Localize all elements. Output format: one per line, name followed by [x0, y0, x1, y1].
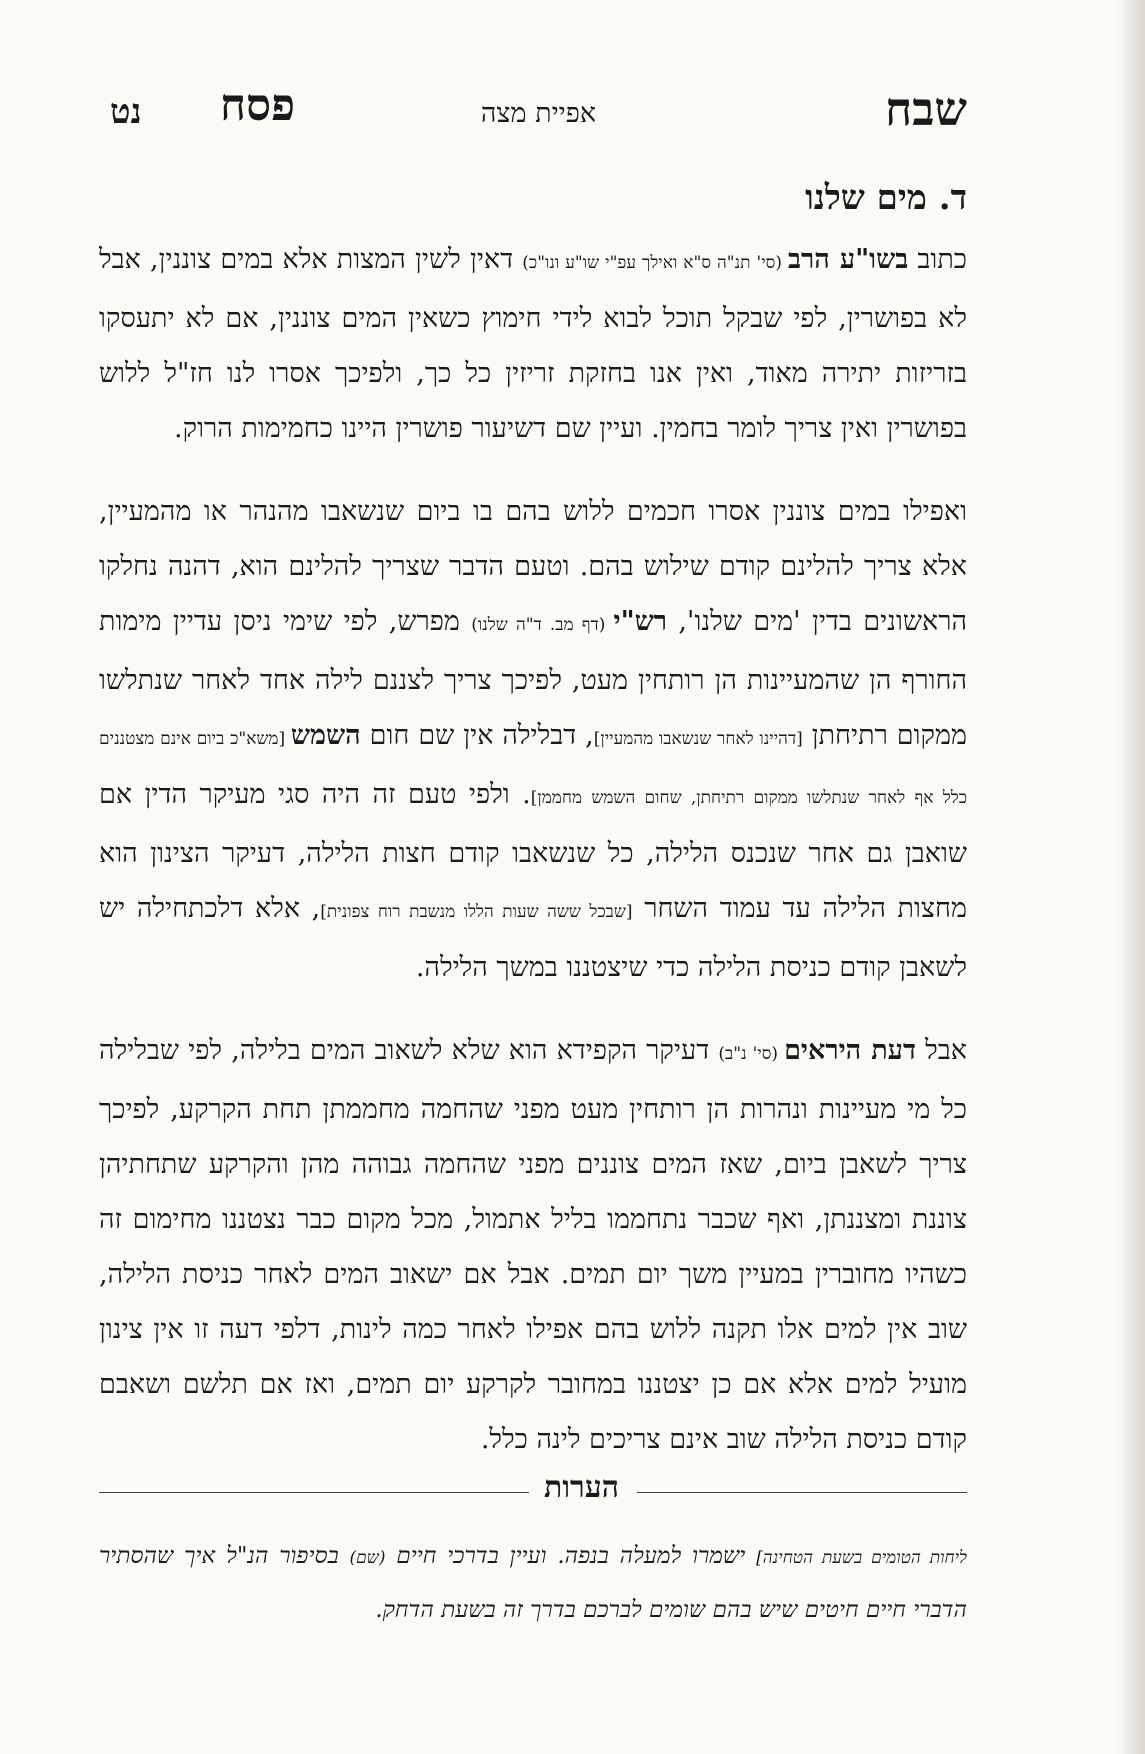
- text-run: בסיפור הנ"ל איך שהסתיר הדברי חיים חיטים שיש בהם שומים לברכם בדרך זה בשעת הדחק.: [99, 1543, 967, 1623]
- source-citation: [שבכל ששה שעות הללו מנשבת רוח צפונית]: [320, 902, 633, 922]
- notes-separator: [99, 1470, 967, 1510]
- text-run: ואפילו במים צוננין אסרו חכמים ללוש בהם בו ביום שנשאבו מהנהר או מהמעיין, אלא צריך להלינם קודם שילוש בהם. וטעם הדבר שצריך להלינם הוא, דהנה נחלקו הראשונים בדין 'מים שלנו',: [99, 496, 967, 637]
- text-run: , דבלילה אין שם חום: [360, 720, 594, 751]
- bold-term: דעת היראים: [784, 1035, 916, 1066]
- body-text: [99, 232, 967, 1495]
- header-topic: אפיית מצה: [480, 98, 597, 129]
- source-citation: [משא"כ ביום אינם מצטננים כלל אף לאחר שנתלשו ממקום רתיחתן, שחום השמש מחממן]: [99, 729, 967, 808]
- footnote-text: [99, 1530, 967, 1636]
- source-citation: ליחות הטומים בשעת הטחינה]: [756, 1548, 967, 1568]
- separator-line: [99, 1492, 529, 1493]
- page-number: נט: [110, 92, 142, 132]
- text-run: דעיקר הקפידא הוא שלא לשאוב המים בלילה, לפי שבלילה כל מי מעיינות ונהרות הן רותחין מעט מפני שהחמה מחממתן תחת הקרקע, לפיכך צריך לשאבן ביום, שאז המים צוננים מפני שהחמה גבוהה מהן והקרקע שתחתיהן צוננת ומצננתן, ואף שכבר נתחממו בליל אתמול, מכל מקום כבר נצטננו מחימום זה כשהיו מחוברין במעיין משך יום תמים. אבל אם ישאוב המים לאחר כניסת הלילה, שוב אין למים אלו תקנה ללוש בהם אפילו לאחר כמה לינות, דלפי דעה זו אין צינון מועיל למים אלא אם כן יצטננו במחובר לקרקע יום תמים, ואז אם תלשם ושאבם קודם כניסת הלילה שוב אינם צריכים לינה כלל.: [99, 1035, 967, 1455]
- source-citation: (דף מב. ד"ה שלנו): [471, 615, 614, 635]
- text-run: אבל: [915, 1035, 967, 1066]
- text-run: , אלא דלכתחילה יש לשאבן קודם כניסת הלילה כדי שיצטננו במשך הלילה.: [99, 893, 967, 983]
- text-run: ישמרו למעלה בנפה. ועיין בדרכי חיים: [385, 1543, 757, 1569]
- source-citation: (סי' נ"ב): [718, 1044, 785, 1064]
- paragraph: [99, 1023, 967, 1467]
- text-run: דאין לשין המצות אלא במים צוננין, אבל לא בפושרין, לפי שבקל תוכל לבוא לידי חימוץ כשאין המים צוננין, אם לא יתעסקו בזריזות יתירה מאוד, ואין אנו בחזקת זריזין כל כך, ולפיכך אסרו לנו חז"ל ללוש בפושרין ואין צריך לומר בחמין. ועיין שם דשיעור פושרין היינו כחמימות הרוק.: [99, 244, 967, 444]
- paragraph: [99, 232, 967, 456]
- running-header: [110, 78, 967, 148]
- text-run: מפרש, לפי שימי ניסן עדיין מימות החורף הן שהמעיינות הן רותחין מעט, לפיכך צריך לצננם לילה אחד לאחר שנתלשו ממקום רתיחתן: [99, 606, 967, 751]
- bold-term: בשו"ע הרב: [788, 244, 909, 275]
- text-run: . ולפי טעם זה היה סגי מעיקר הדין אם שואבן גם אחר שנכנס הלילה, כל שנשאבו קודם חצות הלילה, דעיקר הצינון הוא מחצות הלילה עד עמוד השחר: [99, 779, 968, 924]
- paragraph: [99, 484, 967, 995]
- page-edge-shadow: [1117, 0, 1145, 1754]
- bold-term: רש"י: [613, 606, 668, 637]
- text-run: כתוב: [908, 244, 968, 275]
- bold-term: השמש: [290, 720, 361, 751]
- separator-line: [637, 1492, 967, 1493]
- source-citation: (שם): [349, 1548, 386, 1568]
- header-series-title: שבח: [885, 82, 967, 136]
- source-citation: (סי' תנ"ה ס"א ואילך עפ"י שו"ע ונו"כ): [522, 253, 788, 273]
- footnotes: [99, 1530, 967, 1636]
- header-book-title: פסח: [220, 80, 296, 131]
- notes-heading: הערות: [544, 1470, 619, 1505]
- section-heading: ד. מים שלנו: [805, 178, 967, 218]
- source-citation: [דהיינו לאחר שנשאבו מהמעיין]: [593, 729, 803, 749]
